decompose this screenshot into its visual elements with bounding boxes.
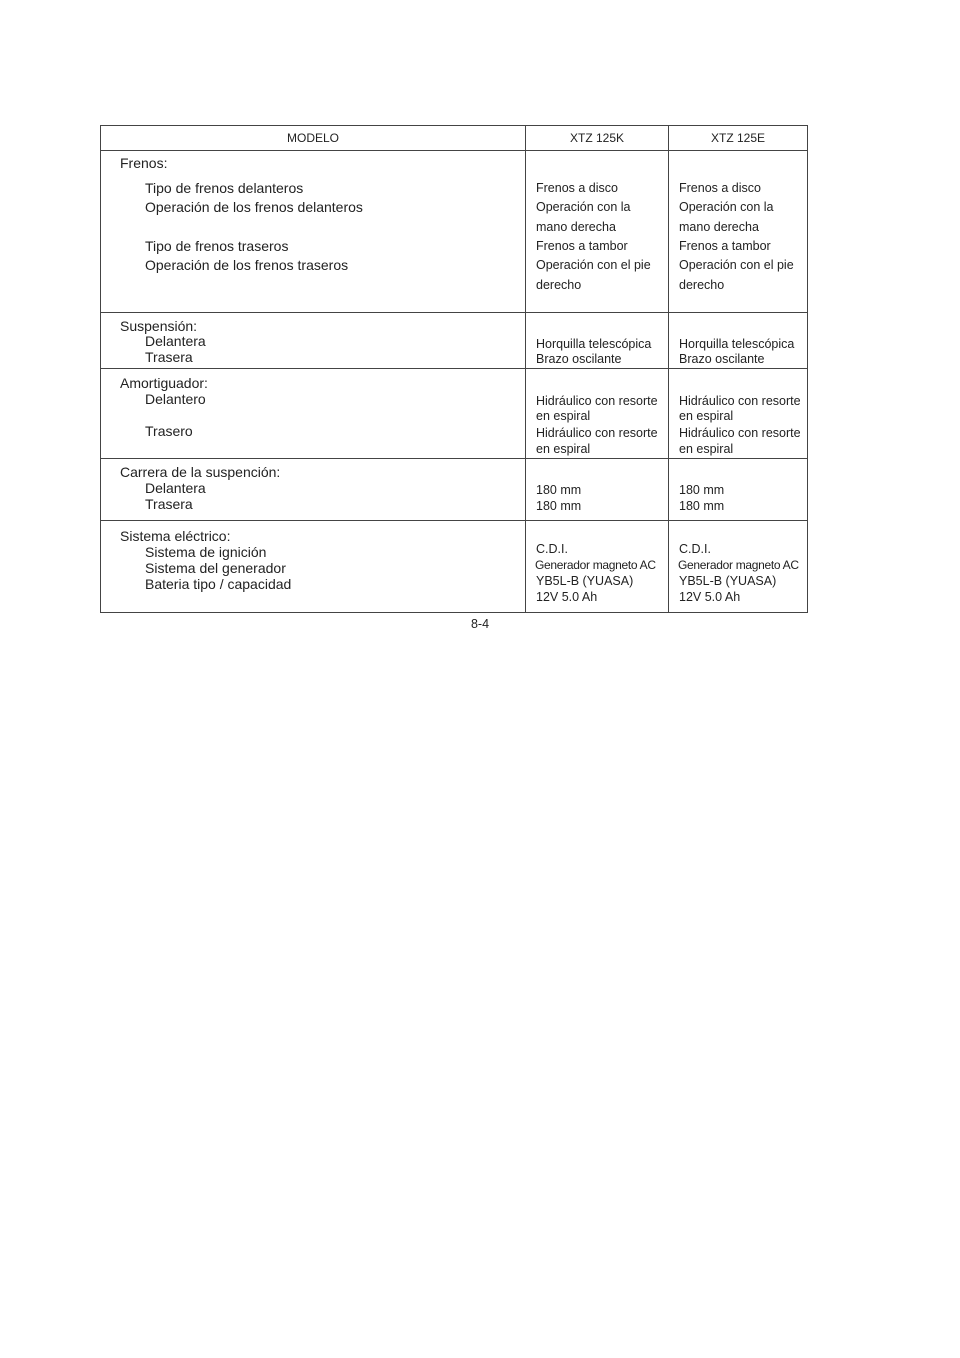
value-cell: en espiral [679,409,734,423]
section-carrera [101,459,807,521]
suspension-trasera: Trasera [145,349,193,365]
spec-table [100,125,808,613]
electrico-generador: Sistema del generador [145,560,286,576]
suspension-delantera: Delantera [145,333,206,349]
value-cell: en espiral [679,442,734,456]
electrico-values-k [525,521,668,612]
header-model: MODELO [286,131,339,145]
value-cell: Frenos a tambor [679,239,771,253]
value-cell: derecho [536,278,582,292]
value-cell: Frenos a tambor [536,239,628,253]
carrera-values-e [668,459,807,520]
section-electrico [101,521,807,612]
frenos-tipo-traseros: Tipo de frenos traseros [145,238,289,254]
value-cell: mano derecha [536,220,616,234]
frenos-values-k [525,151,668,312]
value-cell: Operación con el pie [536,258,651,272]
section-amortiguador [101,369,807,459]
frenos-operacion-delanteros: Operación de los frenos delanteros [145,199,363,215]
suspension-values-e [668,313,807,368]
carrera-trasera: Trasera [145,496,193,512]
value-cell: Frenos a disco [679,181,761,195]
electrico-bateria: Bateria tipo / capacidad [145,576,292,592]
section-frenos [101,151,807,313]
frenos-title: Frenos: [120,155,168,171]
amortiguador-trasero: Trasero [145,423,193,439]
value-cell: Brazo oscilante [679,352,765,366]
value-cell: Horquilla telescópica [679,337,795,351]
suspension-title: Suspensión: [120,318,198,334]
value-cell: 180 mm [679,483,725,497]
value-cell: mano derecha [679,220,759,234]
header-xtz125e: XTZ 125E [668,126,807,150]
amortiguador-values-e [668,369,807,458]
value-cell: Brazo oscilante [536,352,622,366]
value-cell: Operación con la [536,200,631,214]
header-xtz125k: XTZ 125K [525,126,668,150]
value-cell: 180 mm [679,499,725,513]
suspension-values-k [525,313,668,368]
electrico-title: Sistema eléctrico: [120,528,231,544]
value-cell: Hidráulico con resorte [536,426,658,440]
value-cell: C.D.I. [536,542,568,556]
carrera-labels [101,459,525,520]
amortiguador-values-k [525,369,668,458]
value-cell: Hidráulico con resorte [679,394,801,408]
amortiguador-delantero: Delantero [145,391,206,407]
value-cell: YB5L-B (YUASA) [679,574,777,588]
value-cell: 12V 5.0 Ah [679,590,741,604]
electrico-labels [101,521,525,612]
value-cell: Generador magneto AC [535,558,656,572]
value-cell: Horquilla telescópica [536,337,652,351]
electrico-values-e [668,521,807,612]
value-cell: derecho [679,278,725,292]
carrera-values-k [525,459,668,520]
frenos-labels [101,151,525,312]
frenos-operacion-traseros: Operación de los frenos traseros [145,257,349,273]
section-suspension [101,313,807,369]
electrico-ignicion: Sistema de ignición [145,544,267,560]
amortiguador-title: Amortiguador: [120,375,208,391]
value-cell: Frenos a disco [536,181,618,195]
frenos-tipo-delanteros: Tipo de frenos delanteros [145,180,304,196]
value-cell: Hidráulico con resorte [679,426,801,440]
value-cell: en espiral [536,442,591,456]
value-cell: en espiral [536,409,591,423]
value-cell: 180 mm [536,483,582,497]
value-cell: C.D.I. [679,542,711,556]
value-cell: Operación con el pie [679,258,794,272]
value-cell: YB5L-B (YUASA) [536,574,634,588]
frenos-values-e [668,151,807,312]
value-cell: 12V 5.0 Ah [536,590,598,604]
carrera-delantera: Delantera [145,480,206,496]
suspension-labels [101,313,525,368]
page-number: 8-4 [470,617,490,631]
value-cell: 180 mm [536,499,582,513]
value-cell: Generador magneto AC [678,558,799,572]
value-cell: Operación con la [679,200,774,214]
table-header [101,126,807,151]
carrera-title: Carrera de la suspención: [120,464,281,480]
amortiguador-labels [101,369,525,458]
value-cell: Hidráulico con resorte [536,394,658,408]
